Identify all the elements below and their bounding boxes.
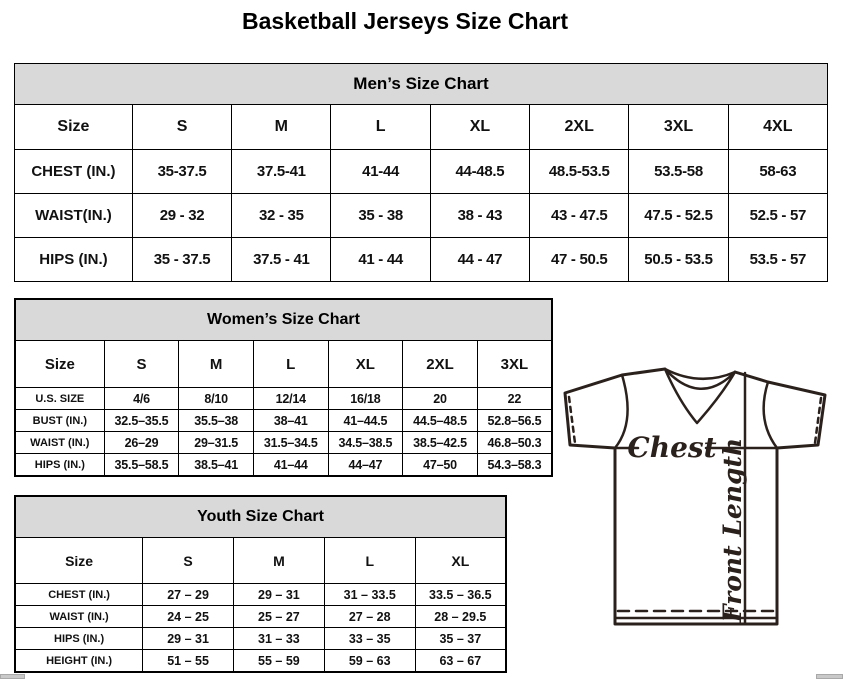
size-value-cell: 47.5 - 52.5 — [629, 194, 728, 238]
size-value-cell: 48.5-53.5 — [530, 150, 629, 194]
size-value-cell: 32 - 35 — [232, 194, 331, 238]
youth-size-table — [14, 495, 507, 673]
size-value-cell: 34.5–38.5 — [328, 432, 403, 454]
column-header-xl: XL — [328, 341, 403, 388]
size-value-cell: 53.5 - 57 — [728, 238, 827, 282]
table-row — [15, 584, 506, 606]
chart-title: Men’s Size Chart — [15, 64, 828, 105]
column-header-l: L — [324, 538, 415, 584]
table-row — [15, 150, 828, 194]
mens-size-table — [14, 63, 828, 282]
column-header-m: M — [232, 105, 331, 150]
size-value-cell: 51 – 55 — [143, 650, 234, 673]
size-value-cell: 38.5–41 — [179, 454, 254, 477]
jersey-illustration — [558, 360, 834, 630]
size-value-cell: 22 — [477, 388, 552, 410]
column-header-m: M — [233, 538, 324, 584]
table-row — [15, 388, 552, 410]
scrollbar-fragment-right[interactable] — [816, 674, 843, 679]
table-row — [15, 606, 506, 628]
size-value-cell: 16/18 — [328, 388, 403, 410]
column-header-l: L — [331, 105, 430, 150]
row-label: HIPS (IN.) — [15, 238, 133, 282]
size-value-cell: 31 – 33 — [233, 628, 324, 650]
jersey-diagram — [558, 360, 834, 630]
header-row — [15, 538, 506, 584]
header-row — [15, 341, 552, 388]
size-value-cell: 38–41 — [253, 410, 328, 432]
size-value-cell: 52.5 - 57 — [728, 194, 827, 238]
size-value-cell: 41–44.5 — [328, 410, 403, 432]
size-value-cell: 46.8–50.3 — [477, 432, 552, 454]
column-header-s: S — [104, 341, 179, 388]
size-value-cell: 12/14 — [253, 388, 328, 410]
column-header-size: Size — [15, 105, 133, 150]
size-value-cell: 35.5–58.5 — [104, 454, 179, 477]
chart-title-row — [15, 64, 828, 105]
right-armhole-seam — [764, 382, 777, 448]
size-value-cell: 52.8–56.5 — [477, 410, 552, 432]
column-header-4xl: 4XL — [728, 105, 827, 150]
row-label: WAIST (IN.) — [15, 432, 104, 454]
table-row — [15, 432, 552, 454]
chest-label: Chest — [627, 431, 717, 464]
row-label: HIPS (IN.) — [15, 454, 104, 477]
size-value-cell: 33 – 35 — [324, 628, 415, 650]
column-header-l: L — [253, 341, 328, 388]
table-row — [15, 454, 552, 477]
size-value-cell: 31.5–34.5 — [253, 432, 328, 454]
row-label: U.S. SIZE — [15, 388, 104, 410]
size-value-cell: 38 - 43 — [430, 194, 529, 238]
column-header-s: S — [132, 105, 231, 150]
size-value-cell: 32.5–35.5 — [104, 410, 179, 432]
row-label: HEIGHT (IN.) — [15, 650, 143, 673]
row-label: CHEST (IN.) — [15, 584, 143, 606]
size-value-cell: 29 - 32 — [132, 194, 231, 238]
left-armhole-seam — [615, 375, 628, 448]
size-value-cell: 63 – 67 — [415, 650, 506, 673]
size-value-cell: 8/10 — [179, 388, 254, 410]
chart-title: Youth Size Chart — [15, 496, 506, 538]
size-value-cell: 4/6 — [104, 388, 179, 410]
size-value-cell: 41–44 — [253, 454, 328, 477]
size-value-cell: 35 - 38 — [331, 194, 430, 238]
size-value-cell: 29–31.5 — [179, 432, 254, 454]
column-header-size: Size — [15, 538, 143, 584]
column-header-3xl: 3XL — [477, 341, 552, 388]
size-value-cell: 47–50 — [403, 454, 478, 477]
size-value-cell: 41 - 44 — [331, 238, 430, 282]
front-length-label: Front Length — [718, 437, 747, 623]
column-header-m: M — [179, 341, 254, 388]
row-label: WAIST(IN.) — [15, 194, 133, 238]
column-header-2xl: 2XL — [403, 341, 478, 388]
header-row — [15, 105, 828, 150]
size-value-cell: 44.5–48.5 — [403, 410, 478, 432]
size-value-cell: 41-44 — [331, 150, 430, 194]
size-value-cell: 29 – 31 — [233, 584, 324, 606]
size-value-cell: 37.5-41 — [232, 150, 331, 194]
scrollbar-fragment-left[interactable] — [0, 674, 25, 679]
chart-title: Women’s Size Chart — [15, 299, 552, 341]
table-row — [15, 650, 506, 673]
column-header-s: S — [143, 538, 234, 584]
row-label: CHEST (IN.) — [15, 150, 133, 194]
size-value-cell: 53.5-58 — [629, 150, 728, 194]
column-header-xl: XL — [415, 538, 506, 584]
size-value-cell: 35-37.5 — [132, 150, 231, 194]
size-value-cell: 28 – 29.5 — [415, 606, 506, 628]
table-row — [15, 628, 506, 650]
collar-vneck — [665, 369, 735, 423]
column-header-size: Size — [15, 341, 104, 388]
column-header-2xl: 2XL — [530, 105, 629, 150]
table-row — [15, 238, 828, 282]
column-header-xl: XL — [430, 105, 529, 150]
size-value-cell: 59 – 63 — [324, 650, 415, 673]
size-value-cell: 37.5 - 41 — [232, 238, 331, 282]
chart-title-row — [15, 299, 552, 341]
size-value-cell: 33.5 – 36.5 — [415, 584, 506, 606]
row-label: WAIST (IN.) — [15, 606, 143, 628]
size-value-cell: 26–29 — [104, 432, 179, 454]
size-value-cell: 35.5–38 — [179, 410, 254, 432]
size-value-cell: 27 – 28 — [324, 606, 415, 628]
size-value-cell: 47 - 50.5 — [530, 238, 629, 282]
size-value-cell: 58-63 — [728, 150, 827, 194]
chart-title-row — [15, 496, 506, 538]
size-value-cell: 44-48.5 — [430, 150, 529, 194]
size-value-cell: 24 – 25 — [143, 606, 234, 628]
size-value-cell: 54.3–58.3 — [477, 454, 552, 477]
row-label: BUST (IN.) — [15, 410, 104, 432]
column-header-3xl: 3XL — [629, 105, 728, 150]
jersey-outline — [565, 369, 825, 624]
table-row — [15, 194, 828, 238]
size-value-cell: 31 – 33.5 — [324, 584, 415, 606]
table-row — [15, 410, 552, 432]
size-value-cell: 44 - 47 — [430, 238, 529, 282]
size-value-cell: 35 - 37.5 — [132, 238, 231, 282]
womens-size-table — [14, 298, 553, 477]
size-value-cell: 50.5 - 53.5 — [629, 238, 728, 282]
size-value-cell: 35 – 37 — [415, 628, 506, 650]
size-value-cell: 55 – 59 — [233, 650, 324, 673]
size-value-cell: 38.5–42.5 — [403, 432, 478, 454]
page-title: Basketball Jerseys Size Chart — [241, 8, 568, 34]
size-value-cell: 29 – 31 — [143, 628, 234, 650]
size-value-cell: 43 - 47.5 — [530, 194, 629, 238]
size-value-cell: 20 — [403, 388, 478, 410]
size-value-cell: 27 – 29 — [143, 584, 234, 606]
row-label: HIPS (IN.) — [15, 628, 143, 650]
size-value-cell: 44–47 — [328, 454, 403, 477]
size-value-cell: 25 – 27 — [233, 606, 324, 628]
